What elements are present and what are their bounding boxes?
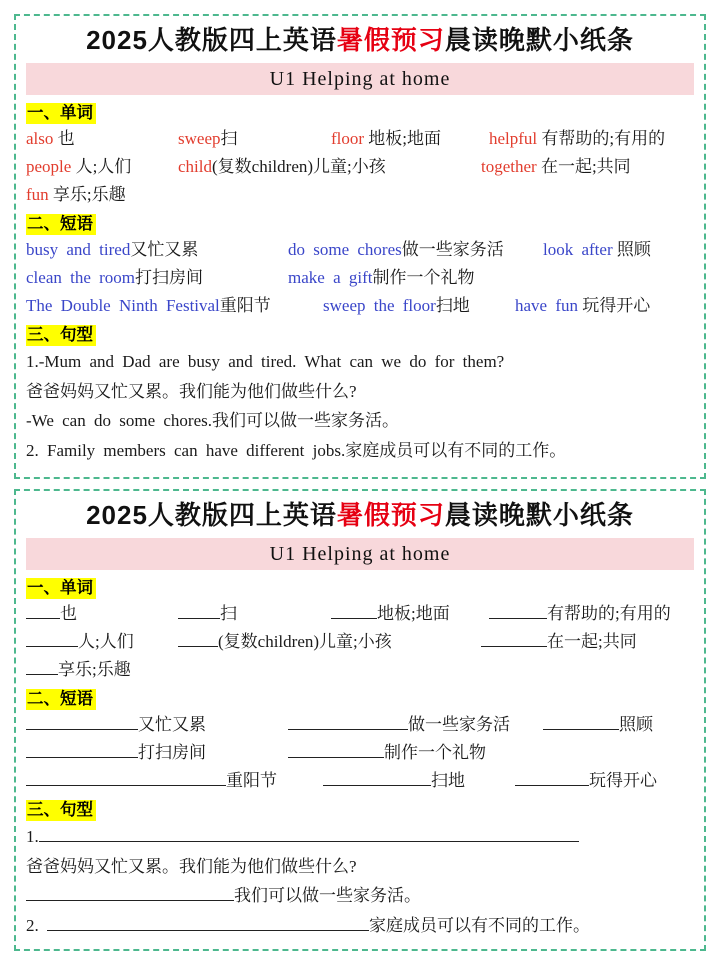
fill-blank bbox=[26, 886, 234, 901]
chinese-meaning: 人;人们 bbox=[71, 157, 132, 176]
phrase-entry bbox=[26, 296, 323, 316]
word-entry bbox=[178, 157, 481, 177]
word-entry bbox=[26, 660, 131, 680]
word-entry bbox=[26, 129, 178, 149]
fill-blank bbox=[178, 604, 220, 619]
chinese-meaning: 照顾 bbox=[612, 240, 651, 259]
english-word: together bbox=[481, 157, 537, 176]
english-word: fun bbox=[26, 185, 49, 204]
word-row bbox=[26, 129, 694, 149]
unit-banner: U1 Helping at home bbox=[26, 538, 694, 570]
section-heading-label: 二、短语 bbox=[26, 214, 96, 235]
phrase-row bbox=[26, 268, 694, 288]
phrase-row bbox=[26, 715, 694, 735]
word-entry bbox=[489, 604, 694, 624]
sentence-line: 2. Family members can have different jobs.家庭成员可以有不同的工作。 bbox=[26, 440, 567, 460]
chinese-meaning: 人;人们 bbox=[78, 632, 134, 651]
word-entry bbox=[26, 632, 178, 652]
fill-blank bbox=[26, 604, 60, 619]
english-phrase: The Double Ninth Festival bbox=[26, 296, 220, 315]
english-word: people bbox=[26, 157, 72, 176]
sentence-line bbox=[26, 915, 694, 936]
fill-blank bbox=[288, 715, 408, 730]
fill-blank bbox=[323, 771, 431, 786]
english-phrase: busy and tired bbox=[26, 240, 131, 259]
chinese-meaning: 又忙又累 bbox=[138, 715, 206, 734]
fill-blank bbox=[288, 743, 384, 758]
english-word: floor bbox=[331, 129, 365, 148]
chinese-meaning: (复数children)儿童;小孩 bbox=[218, 632, 392, 651]
sheet-title bbox=[26, 23, 694, 57]
fill-blank bbox=[331, 604, 377, 619]
chinese-meaning: 扫地 bbox=[431, 771, 465, 790]
chinese-meaning: 扫 bbox=[220, 129, 238, 148]
answer-panel bbox=[14, 14, 706, 479]
chinese-meaning: 玩得开心 bbox=[589, 771, 657, 790]
unit-banner: U1 Helping at home bbox=[26, 63, 694, 95]
phrase-row bbox=[26, 240, 694, 260]
word-row bbox=[26, 185, 694, 205]
phrase-entry bbox=[288, 715, 543, 735]
chinese-meaning: 地板;地面 bbox=[364, 129, 442, 148]
phrase-entry bbox=[515, 296, 694, 316]
section-heading-words bbox=[26, 577, 694, 599]
phrase-row bbox=[26, 296, 694, 316]
chinese-meaning: 制作一个礼物 bbox=[384, 743, 486, 762]
section-heading-label: 三、句型 bbox=[26, 325, 96, 346]
fill-blank bbox=[543, 715, 619, 730]
section-heading-label: 一、单词 bbox=[26, 578, 96, 599]
fill-blank bbox=[489, 604, 547, 619]
english-phrase: have fun bbox=[515, 296, 579, 315]
english-phrase: make a gift bbox=[288, 268, 373, 287]
chinese-meaning: 打扫房间 bbox=[138, 743, 206, 762]
sentence-number: 1. bbox=[26, 827, 39, 846]
word-row bbox=[26, 660, 694, 680]
chinese-meaning: 做一些家务活 bbox=[401, 240, 504, 259]
chinese-meaning: 做一些家务活 bbox=[408, 715, 510, 734]
chinese-meaning: 有帮助的;有用的 bbox=[537, 129, 666, 148]
sentence-number: 2. bbox=[26, 915, 39, 935]
english-word: sweep bbox=[178, 129, 221, 148]
section-heading-phrases bbox=[26, 213, 694, 235]
english-phrase: look after bbox=[543, 240, 613, 259]
chinese-meaning: 也 bbox=[60, 604, 77, 623]
title-highlight: 暑假预习 bbox=[336, 500, 445, 530]
word-entry bbox=[178, 604, 331, 624]
sheet-title bbox=[26, 498, 694, 532]
chinese-meaning: 在一起;共同 bbox=[547, 632, 637, 651]
word-entry bbox=[331, 129, 489, 149]
fill-blank bbox=[26, 660, 58, 675]
phrase-entry bbox=[323, 771, 515, 791]
chinese-meaning: 扫 bbox=[220, 604, 237, 623]
fill-blank bbox=[515, 771, 589, 786]
fill-blank bbox=[26, 632, 78, 647]
chinese-meaning: 家庭成员可以有不同的工作。 bbox=[369, 915, 590, 935]
section-heading-label: 三、句型 bbox=[26, 800, 96, 821]
word-entry bbox=[26, 157, 178, 177]
phrase-entry bbox=[543, 715, 694, 735]
fill-blank bbox=[26, 771, 226, 786]
chinese-meaning: 享乐;乐趣 bbox=[58, 660, 131, 679]
phrase-entry bbox=[288, 743, 694, 763]
word-entry bbox=[481, 157, 694, 177]
section-heading-phrases bbox=[26, 688, 694, 710]
chinese-meaning: 在一起;共同 bbox=[536, 157, 631, 176]
phrase-entry bbox=[543, 240, 694, 260]
phrase-entry bbox=[26, 771, 323, 791]
chinese-meaning: 又忙又累 bbox=[130, 240, 199, 259]
word-entry bbox=[489, 129, 694, 149]
sentence-line bbox=[26, 826, 694, 847]
sentence-line: -We can do some chores.我们可以做一些家务活。 bbox=[26, 411, 399, 430]
section-heading-label: 二、短语 bbox=[26, 689, 96, 710]
phrase-entry bbox=[515, 771, 694, 791]
word-entry bbox=[178, 632, 481, 652]
word-row bbox=[26, 632, 694, 652]
chinese-meaning: 扫地 bbox=[435, 296, 470, 315]
chinese-meaning: 玩得开心 bbox=[578, 296, 651, 315]
phrase-entry bbox=[323, 296, 515, 316]
fill-blank bbox=[39, 827, 579, 842]
sentence-line: 1.-Mum and Dad are busy and tired. What can we do for them? bbox=[26, 352, 505, 371]
word-entry bbox=[331, 604, 489, 624]
fill-blank bbox=[47, 916, 369, 931]
chinese-meaning: 我们可以做一些家务活。 bbox=[234, 886, 421, 905]
chinese-meaning: 地板;地面 bbox=[377, 604, 450, 623]
chinese-meaning: 享乐;乐趣 bbox=[48, 185, 126, 204]
phrase-row bbox=[26, 743, 694, 763]
fill-blank bbox=[481, 632, 547, 647]
phrase-entry bbox=[26, 743, 288, 763]
phrase-entry bbox=[26, 715, 288, 735]
section-heading-sentences bbox=[26, 324, 694, 346]
fill-blank bbox=[26, 743, 138, 758]
fill-blank bbox=[26, 715, 138, 730]
title-prefix: 2025人教版四上英语 bbox=[86, 500, 337, 530]
english-word: child bbox=[178, 157, 212, 176]
section-heading-label: 一、单词 bbox=[26, 103, 96, 124]
title-suffix: 晨读晚默小纸条 bbox=[444, 500, 634, 530]
sentence-line: 爸爸妈妈又忙又累。我们能为他们做些什么? bbox=[26, 381, 357, 401]
section-heading-words bbox=[26, 102, 694, 124]
chinese-meaning: 也 bbox=[53, 129, 75, 148]
word-entry bbox=[26, 185, 126, 205]
chinese-meaning: 有帮助的;有用的 bbox=[547, 604, 671, 623]
sentence-line bbox=[26, 885, 694, 906]
practice-panel bbox=[14, 489, 706, 951]
sentence-line: 爸爸妈妈又忙又累。我们能为他们做些什么? bbox=[26, 856, 357, 876]
chinese-meaning: (复数children)儿童;小孩 bbox=[212, 157, 386, 176]
chinese-meaning: 照顾 bbox=[619, 715, 653, 734]
word-row bbox=[26, 157, 694, 177]
section-heading-sentences bbox=[26, 799, 694, 821]
chinese-meaning: 重阳节 bbox=[226, 771, 277, 790]
english-phrase: clean the room bbox=[26, 268, 136, 287]
phrase-entry bbox=[26, 268, 288, 288]
word-row bbox=[26, 604, 694, 624]
chinese-meaning: 打扫房间 bbox=[135, 268, 204, 287]
english-phrase: sweep the floor bbox=[323, 296, 436, 315]
title-highlight: 暑假预习 bbox=[336, 25, 445, 55]
english-word: helpful bbox=[489, 129, 538, 148]
phrase-entry bbox=[288, 240, 543, 260]
english-phrase: do some chores bbox=[288, 240, 402, 259]
fill-blank bbox=[178, 632, 218, 647]
word-entry bbox=[481, 632, 694, 652]
word-entry bbox=[26, 604, 178, 624]
chinese-meaning: 重阳节 bbox=[219, 296, 271, 315]
title-suffix: 晨读晚默小纸条 bbox=[444, 25, 634, 55]
title-prefix: 2025人教版四上英语 bbox=[86, 25, 337, 55]
word-entry bbox=[178, 129, 331, 149]
phrase-entry bbox=[288, 268, 694, 288]
phrase-entry bbox=[26, 240, 288, 260]
english-word: also bbox=[26, 129, 54, 148]
chinese-meaning: 制作一个礼物 bbox=[372, 268, 475, 287]
phrase-row bbox=[26, 771, 694, 791]
